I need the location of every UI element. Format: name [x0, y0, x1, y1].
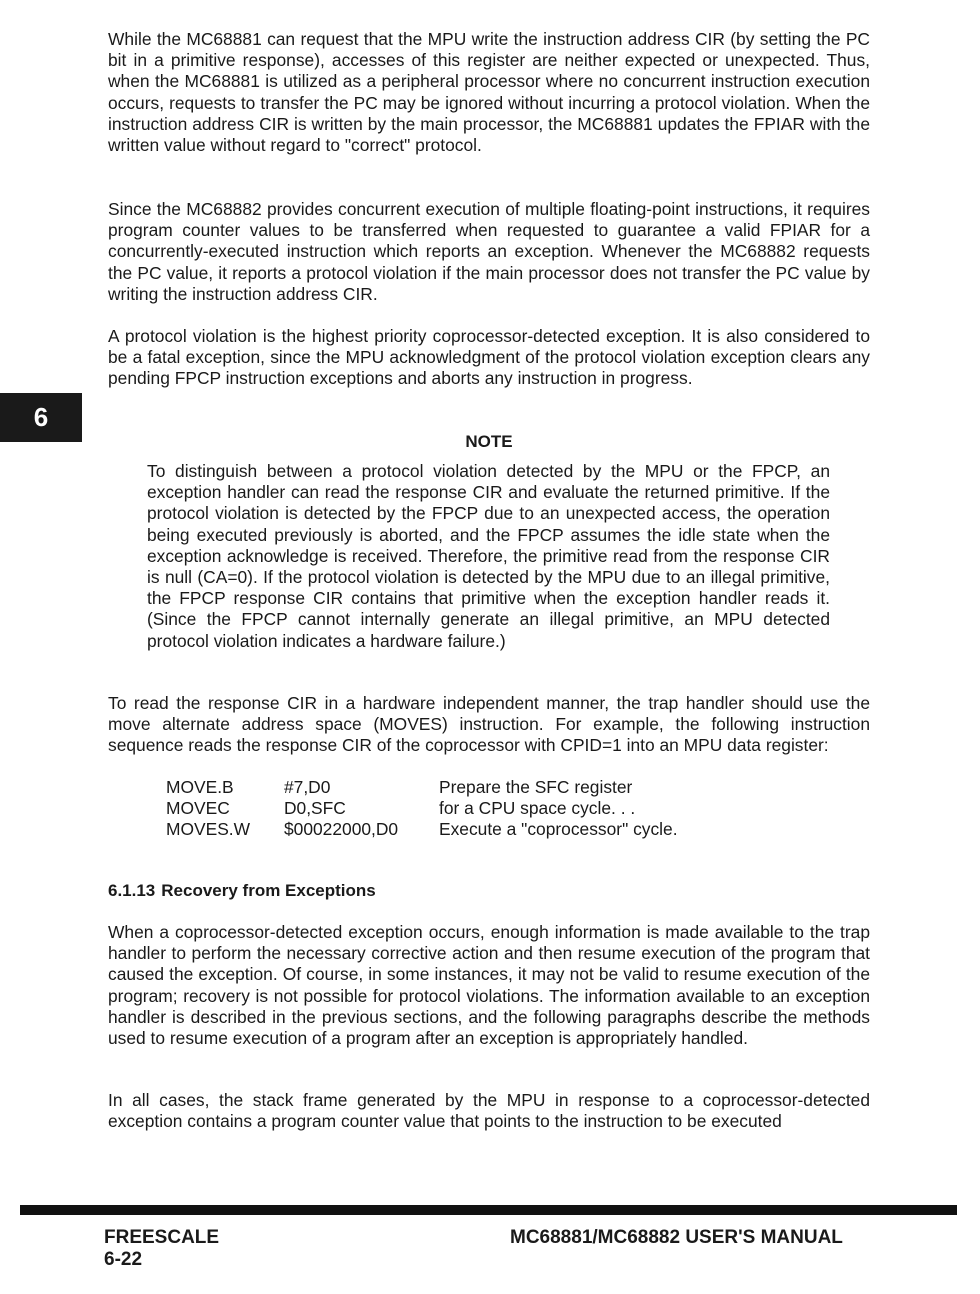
code-line	[166, 819, 678, 840]
code-comment: Execute a "coprocessor" cycle.	[439, 818, 678, 839]
paragraph-read-response-cir: To read the response CIR in a hardware independent manner, the trap handler should use the move alternate address space (MOVES) instruction. For example, the following instruction sequence reads the response CIR of the coprocessor with CPID=1 into an MPU data register:	[108, 693, 870, 756]
paragraph-protocol-violation-priority: A protocol violation is the highest priority coprocessor-detected exception. It is also considered to be a fatal exception, since the MPU acknowledgment of the protocol violation exception clears any pending FPCP instruction exceptions and aborts any instruction in progress.	[108, 326, 870, 389]
paragraph-mc68881-pc-requests: While the MC68881 can request that the MPU write the instruction address CIR (by setting the PC bit in a primitive response), accesses of this register are neither expected or unexpected. Thus, when the MC68881 is utilized as a peripheral processor where no concurrent instruction execution occurs, requests to transfer the PC may be ignored without incurring a protocol violation. When the instruction address CIR is written by the main processor, the MC68881 updates the FPIAR with the written value without regard to "correct" protocol.	[108, 29, 870, 156]
paragraph-recovery-info: When a coprocessor-detected exception occurs, enough information is made available to the trap handler to perform the necessary corrective action and then resume execution of the program that caused the exception. Of course, in some instances, it may not be valid to resume execution of the program; recovery is not possible for protocol violations. The information available to an exception handler is described in the previous sections, and the following paragraphs describe the methods used to resume execution of a program after an exception is appropriately handled.	[108, 922, 870, 1049]
code-comment: for a CPU space cycle. . .	[439, 797, 636, 818]
footer-brand: FREESCALE	[104, 1227, 220, 1248]
code-operands: #7,D0	[284, 777, 331, 797]
note-title: NOTE	[465, 432, 513, 451]
section-title: Recovery from Exceptions	[161, 881, 376, 900]
code-listing	[166, 777, 678, 839]
section-number: 6.1.13	[108, 881, 156, 900]
footer-rule	[20, 1205, 957, 1215]
note-body: To distinguish between a protocol violation detected by the MPU or the FPCP, an exception handler can read the response CIR and evaluate the returned primitive. If the protocol violation is detected by the FPCP due to an unexpected access, the operation being executed previously is aborted, and the FPCP assumes the idle state when the exception acknowledge is received. Therefore, the primitive read from the response CIR is null (CA=0). If the protocol violation is detected by the MPU due to an illegal primitive, the FPCP response CIR contains that primitive when the exception handler reads it. (Since the FPCP cannot internally generate an illegal primitive, an MPU detected protocol violation indicates a hardware failure.)	[147, 461, 830, 651]
code-mnemonic: MOVES.W	[166, 818, 251, 839]
paragraph-mc68882-concurrent-execution: Since the MC68882 provides concurrent execution of multiple floating-point instructions, it requires program counter values to be transferred when requested to guarantee a valid FPIAR for a concurrently-executed instruction which reports an exception. Whenever the MC68882 requests the PC value, it reports a protocol violation if the main processor does not transfer the PC value by writing the instruction address CIR.	[108, 199, 870, 304]
code-comment: Prepare the SFC register	[439, 777, 633, 797]
page-number: 6-22	[104, 1249, 143, 1270]
code-mnemonic: MOVE.B	[166, 777, 234, 797]
section-heading	[108, 880, 376, 901]
footer-manual-title: MC68881/MC68882 USER'S MANUAL	[510, 1227, 843, 1248]
paragraph-stack-frame: In all cases, the stack frame generated by the MPU in response to a coprocessor-detected exception contains a program counter value that points to the instruction to be executed	[108, 1090, 870, 1132]
code-line	[166, 798, 678, 819]
code-line	[166, 777, 678, 798]
footer-left	[104, 1227, 219, 1271]
code-mnemonic: MOVEC	[166, 797, 230, 818]
chapter-tab: 6	[0, 393, 82, 442]
code-operands: D0,SFC	[284, 797, 346, 818]
code-operands: $00022000,D0	[284, 818, 399, 839]
